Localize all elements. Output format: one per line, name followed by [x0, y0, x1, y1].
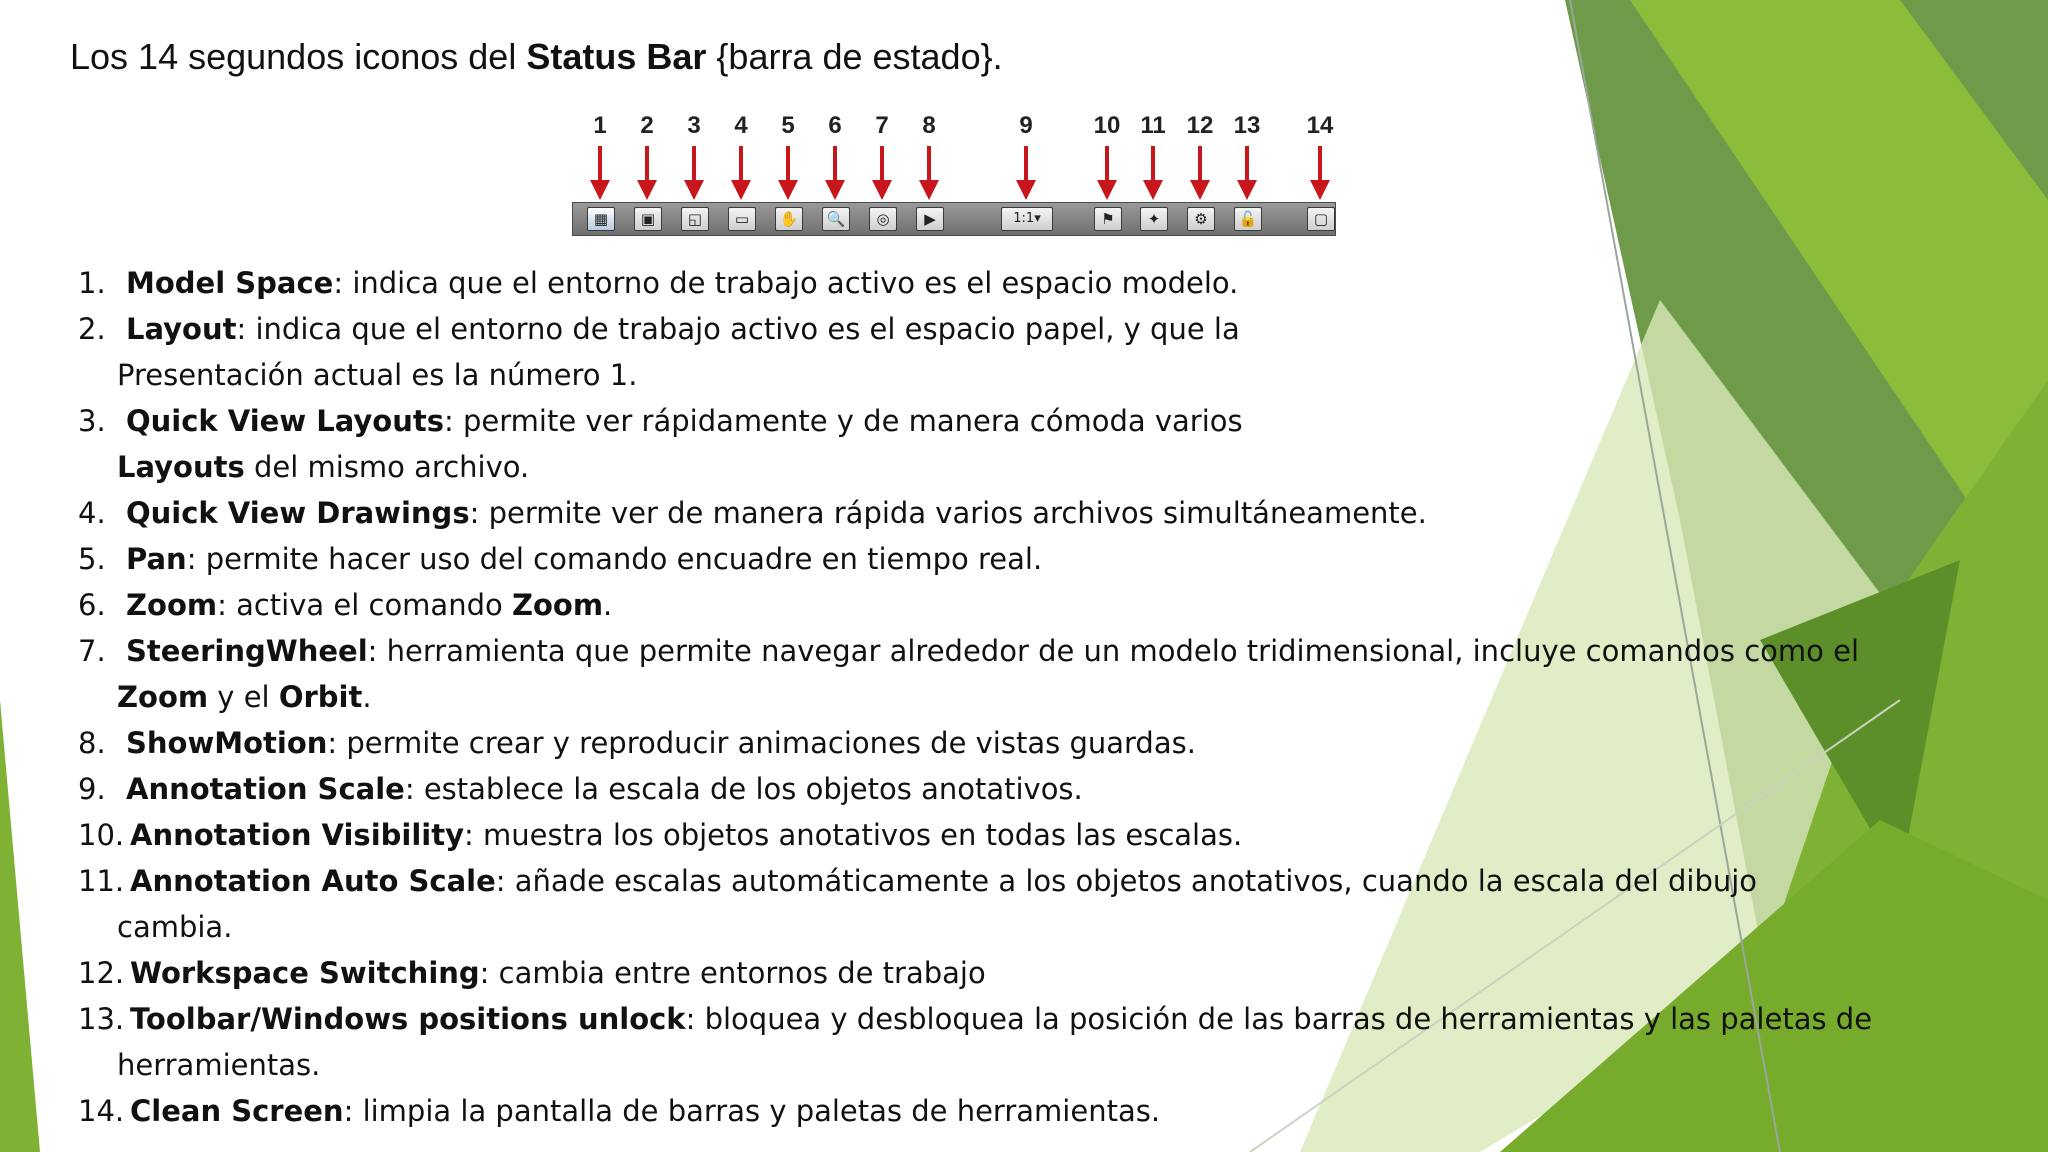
list-item: [78, 812, 2008, 858]
list-item-term: Quick View Drawings: [126, 496, 470, 530]
layout-icon: ▣: [634, 207, 662, 231]
list-item-term: Annotation Auto Scale: [130, 864, 496, 898]
list-item-text: : herramienta que permite navegar alrededor de un modelo tridimensional, incluye comandos como el: [367, 634, 1860, 668]
slide-title: [70, 36, 1003, 78]
icon-number-label: 10: [1093, 112, 1121, 139]
icon-number-label: 11: [1140, 112, 1166, 139]
pointer-arrow-head: [1237, 180, 1257, 200]
list-item-term: SteeringWheel: [126, 634, 368, 668]
list-item: [78, 260, 2008, 306]
list-item-line: [78, 950, 2008, 996]
list-item-number: 7.: [78, 634, 106, 668]
list-item-line: [78, 582, 2008, 628]
list-item: [78, 996, 2008, 1088]
list-item-term: Pan: [126, 542, 187, 576]
list-item-term: Model Space: [126, 266, 334, 300]
list-item-text: : muestra los objetos anotativos en todas las escalas.: [463, 818, 1243, 852]
title-prefix: Los 14 segundos iconos del: [70, 36, 527, 77]
pointer-arrow-head: [1310, 180, 1330, 200]
icon-number-label: 12: [1186, 112, 1214, 139]
list-item-line: [78, 536, 2008, 582]
pointer-arrow-head: [684, 180, 704, 200]
list-item: [78, 490, 2008, 536]
list-item-number: 2.: [78, 312, 106, 346]
list-item-number: 8.: [78, 726, 106, 760]
model-space-icon: ▦: [587, 207, 615, 231]
list-item-continuation: [78, 352, 2008, 398]
icon-number-label: 5: [781, 112, 795, 139]
list-item: [78, 628, 2008, 720]
list-item-term: Toolbar/Windows positions unlock: [130, 1002, 686, 1036]
quick-view-layouts-icon: ◱: [681, 207, 709, 231]
icon-number-label: 13: [1233, 112, 1261, 139]
list-item-term: Workspace Switching: [130, 956, 480, 990]
list-item-number: 3.: [78, 404, 106, 438]
list-item-continuation: [78, 444, 2008, 490]
list-item-line: [78, 996, 2008, 1042]
list-item-line: [78, 628, 2008, 674]
list-item-text: : limpia la pantalla de barras y paletas de herramientas.: [343, 1094, 1161, 1128]
list-item-line: [78, 398, 2008, 444]
pan-icon: ✋: [775, 207, 803, 231]
list-item-line: [78, 858, 2008, 904]
pointer-arrow-head: [872, 180, 892, 200]
quick-view-drawings-icon: ▭: [728, 207, 756, 231]
icon-number-label: 4: [734, 112, 748, 139]
bg-shape-left: [0, 700, 40, 1152]
clean-screen-icon: ▢: [1307, 207, 1335, 231]
list-item: [78, 720, 2008, 766]
list-item-number: 5.: [78, 542, 106, 576]
list-item-number: 4.: [78, 496, 106, 530]
list-item-term: Zoom: [126, 588, 218, 622]
list-item: [78, 1088, 2008, 1134]
pointer-arrow-head: [778, 180, 798, 200]
icon-number-label: 9: [1019, 112, 1033, 139]
icon-description-list: [78, 260, 2008, 1134]
list-item-term: Layout: [126, 312, 237, 346]
icon-number-label: 7: [875, 112, 889, 139]
workspace-switching-icon: ⚙: [1187, 207, 1215, 231]
pointer-arrow-head: [1143, 180, 1163, 200]
list-item-number: 12.: [78, 956, 125, 990]
list-item-text: .: [362, 680, 372, 714]
list-item-text: : cambia entre entornos de trabajo: [479, 956, 986, 990]
list-item-line: [78, 260, 2008, 306]
list-item-text: Presentación actual es la número 1.: [117, 358, 638, 392]
list-item-continuation: [78, 1042, 2008, 1088]
list-item-text: : indica que el entorno de trabajo activo es el espacio papel, y que la: [236, 312, 1240, 346]
icon-number-label: 6: [828, 112, 842, 139]
list-item-text: : activa el comando: [217, 588, 512, 622]
status-bar-figure: [570, 110, 1340, 240]
toolbar-lock-icon: 🔓: [1234, 207, 1262, 231]
list-item-line: [78, 1088, 2008, 1134]
list-item-term: Annotation Visibility: [130, 818, 464, 852]
zoom-icon: 🔍: [822, 207, 850, 231]
list-item-number: 1.: [78, 266, 106, 300]
list-item-term: ShowMotion: [126, 726, 328, 760]
pointer-arrow-head: [1097, 180, 1117, 200]
list-item-continuation: [78, 674, 2008, 720]
steeringwheel-icon: ◎: [869, 207, 897, 231]
list-item-number: 13.: [78, 1002, 125, 1036]
list-item-term: Annotation Scale: [126, 772, 405, 806]
title-bold: Status Bar: [526, 36, 707, 77]
list-item-text: del mismo archivo.: [244, 450, 530, 484]
list-item-text: herramientas.: [117, 1048, 321, 1082]
list-item-term: Quick View Layouts: [126, 404, 444, 438]
showmotion-icon: ▶: [916, 207, 944, 231]
list-item-number: 14.: [78, 1094, 125, 1128]
list-item-number: 6.: [78, 588, 106, 622]
list-item-continuation: [78, 904, 2008, 950]
list-item-text: cambia.: [117, 910, 233, 944]
list-item: [78, 306, 2008, 398]
list-item: [78, 582, 2008, 628]
list-item-term: Zoom: [511, 588, 604, 622]
list-item-text: : permite crear y reproducir animaciones de vistas guardas.: [327, 726, 1196, 760]
list-item-number: 11.: [78, 864, 125, 898]
list-item: [78, 950, 2008, 996]
list-item-text: y el: [208, 680, 279, 714]
list-item-text: : permite ver de manera rápida varios archivos simultáneamente.: [469, 496, 1427, 530]
list-item-term: Clean Screen: [130, 1094, 344, 1128]
list-item-number: 10.: [78, 818, 125, 852]
list-item-number: 9.: [78, 772, 106, 806]
pointer-arrow-head: [919, 180, 939, 200]
icon-number-label: 2: [640, 112, 654, 139]
icon-number-label: 14: [1306, 112, 1334, 139]
list-item: [78, 858, 2008, 950]
list-item-line: [78, 306, 2008, 352]
list-item-line: [78, 490, 2008, 536]
list-item-text: : permite ver rápidamente y de manera cómoda varios: [444, 404, 1243, 438]
list-item-text: : indica que el entorno de trabajo activo es el espacio modelo.: [333, 266, 1239, 300]
annotation-visibility-icon: ⚑: [1094, 207, 1122, 231]
list-item: [78, 536, 2008, 582]
list-item-text: : bloquea y desbloquea la posición de las barras de herramientas y las paletas de: [685, 1002, 1873, 1036]
list-item-line: [78, 720, 2008, 766]
icon-number-label: 8: [922, 112, 936, 139]
pointer-arrow-head: [825, 180, 845, 200]
list-item-text: : añade escalas automáticamente a los objetos anotativos, cuando la escala del dibujo: [495, 864, 1758, 898]
pointer-arrow-head: [1190, 180, 1210, 200]
pointer-arrow-head: [731, 180, 751, 200]
list-item-text: : permite hacer uso del comando encuadre en tiempo real.: [186, 542, 1043, 576]
pointer-arrow-head: [637, 180, 657, 200]
status-bar-image: [572, 202, 1336, 236]
list-item-text: .: [603, 588, 613, 622]
pointer-arrow-head: [590, 180, 610, 200]
list-item-term: Orbit: [278, 680, 363, 714]
list-item: [78, 398, 2008, 490]
annotation-auto-scale-icon: ✦: [1140, 207, 1168, 231]
list-item-line: [78, 812, 2008, 858]
list-item: [78, 766, 2008, 812]
list-item-term: Zoom: [117, 680, 209, 714]
annotation-scale-icon: 1:1▾: [1001, 207, 1053, 231]
pointer-arrow-head: [1016, 180, 1036, 200]
icon-number-label: 3: [687, 112, 701, 139]
list-item-line: [78, 766, 2008, 812]
list-item-term: Layouts: [117, 450, 245, 484]
title-suffix: {barra de estado}.: [706, 36, 1003, 77]
icon-number-label: 1: [593, 112, 607, 139]
list-item-text: : establece la escala de los objetos anotativos.: [404, 772, 1083, 806]
